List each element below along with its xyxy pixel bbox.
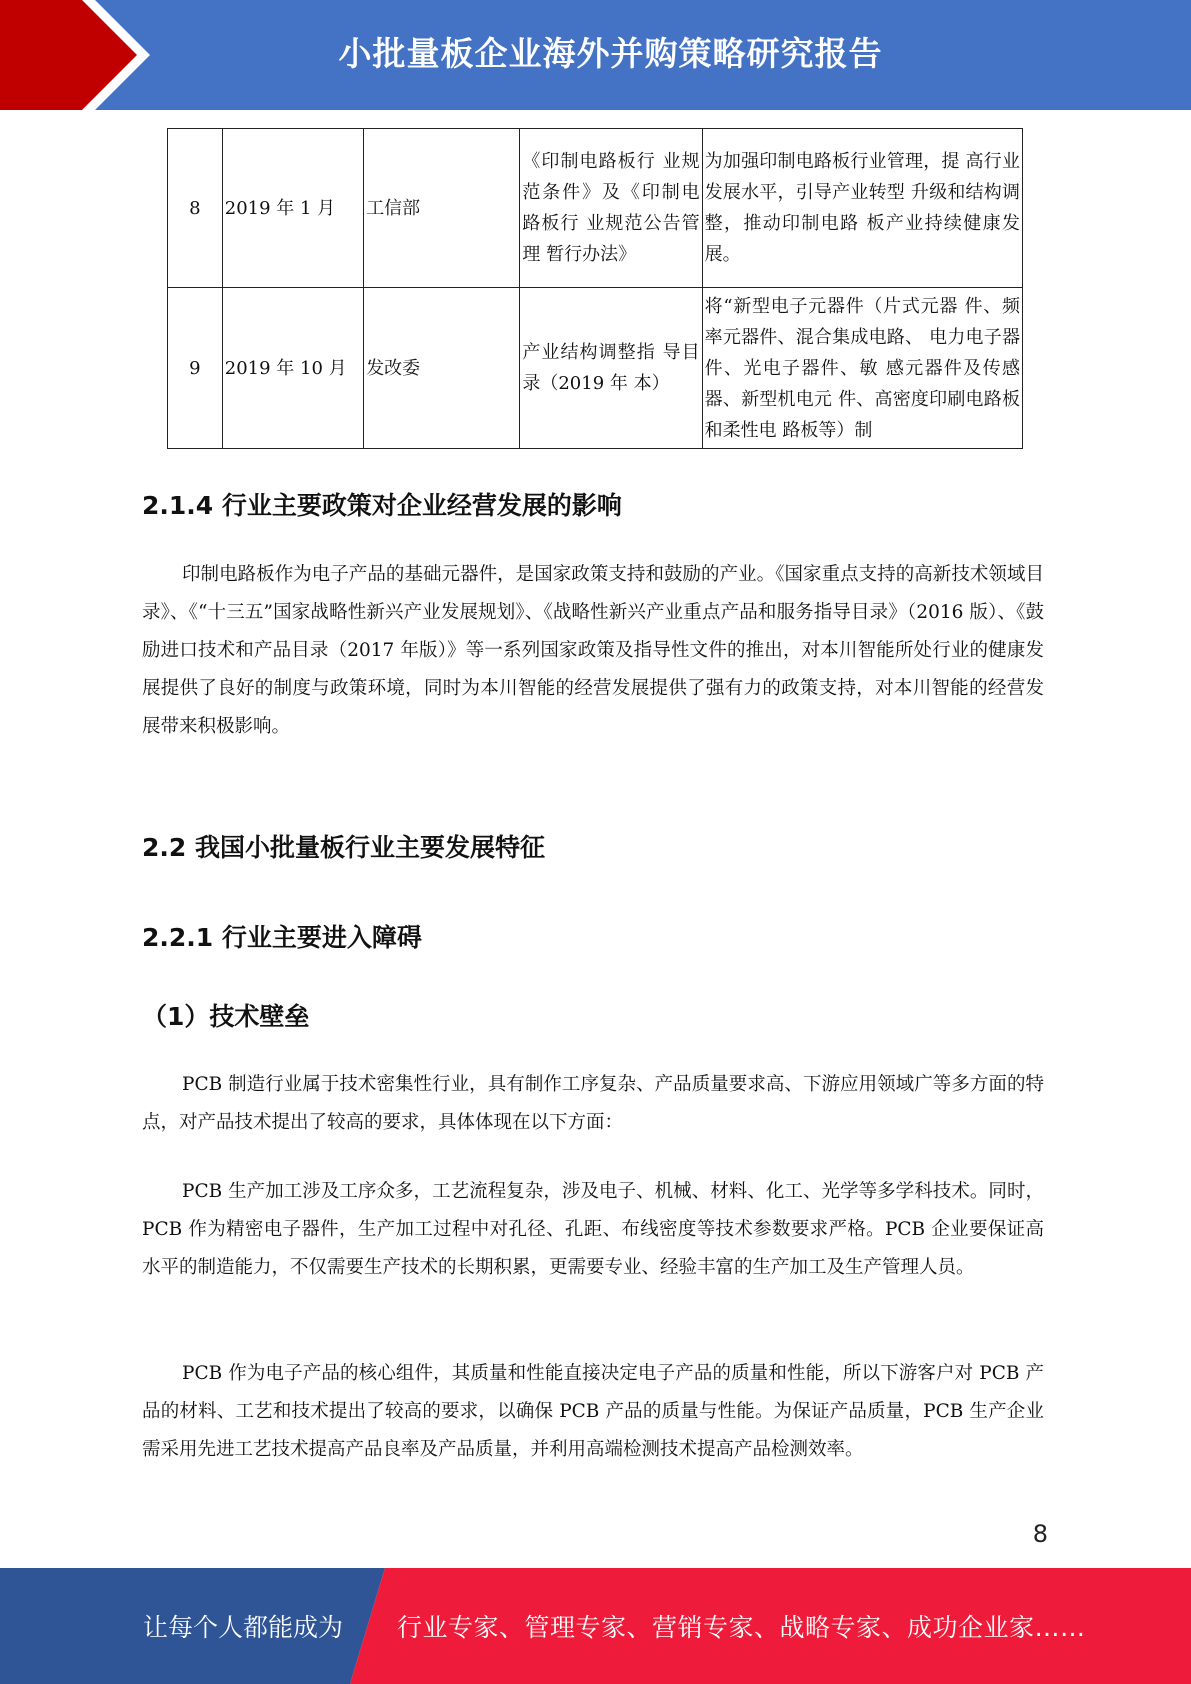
- paragraph-3: PCB 作为电子产品的核心组件，其质量和性能直接决定电子产品的质量和性能，所以下游客户对 PCB 产品的材料、工艺和技术提出了较高的要求，以确保 PCB 产品的质量与性能。为保证产品质量，PCB 生产企业需采用先进工艺技术提高产品良率及产品质量，并利用高端检测技术提高产品检测效率。: [142, 1363, 1044, 1460]
- subsection-heading-tech-barrier: （1）技术壁垒: [142, 1002, 310, 1031]
- issuing-body: 发改委: [364, 288, 520, 449]
- policy-name: 产业结构调整指 导目录（2019 年 本）: [522, 342, 700, 394]
- paragraph-2: PCB 生产加工涉及工序众多，工艺流程复杂，涉及电子、机械、材料、化工、光学等多学科技术。同时，PCB 作为精密电子器件，生产加工过程中对孔径、孔距、布线密度等技术参数要求严格。PCB 企业要保证高水平的制造能力，不仅需要生产技术的长期积累，更需要专业、经验丰富的生产加工及生产管理人员。: [142, 1181, 1044, 1278]
- footer-slogan-left: 让每个人都能成为: [143, 1613, 344, 1642]
- page-footer: [0, 1568, 1191, 1684]
- policy-name: 《印制电路板行 业规范条件》及《印制电路板行 业规范公告管理 暂行办法》: [522, 151, 700, 265]
- issue-date: 2019 年 1 月: [222, 129, 363, 288]
- row-number: 8: [168, 129, 223, 288]
- policy-description: 将“新型电子元器件（片式元器 件、频率元器件、混合集成电路、 电力电子器件、光电子器件、敏 感元器件及传感器、新型机电元 件、高密度印刷电路板和柔性电 路板等）制: [704, 295, 1020, 441]
- footer-slogan-right: 行业专家、管理专家、营销专家、战略专家、成功企业家……: [397, 1613, 1086, 1642]
- page-header: [0, 0, 1191, 110]
- table-row: [168, 129, 1023, 288]
- policy-table: [167, 128, 1023, 449]
- page-number: 8: [1032, 1520, 1048, 1548]
- row-number: 9: [168, 288, 223, 449]
- table-row: [168, 288, 1023, 449]
- section-heading-2-1-4: 2.1.4 行业主要政策对企业经营发展的影响: [142, 491, 622, 520]
- issue-date: 2019 年 10 月: [222, 288, 363, 449]
- paragraph-1: PCB 制造行业属于技术密集性行业，具有制作工序复杂、产品质量要求高、下游应用领域广等多方面的特点，对产品技术提出了较高的要求，具体体现在以下方面：: [142, 1074, 1044, 1133]
- section-2-1-4-paragraph: 印制电路板作为电子产品的基础元器件，是国家政策支持和鼓励的产业。《国家重点支持的高新技术领域目录》、《“十三五”国家战略性新兴产业发展规划》、《战略性新兴产业重点产品和服务指导目录》（2016 版）、《鼓励进口技术和产品目录（2017 年版）》等一系列国家政策及指导性文件的推出，对本川智能所处行业的健康发展提供了良好的制度与政策环境，同时为本川智能的经营发展提供了强有力的政策支持，对本川智能的经营发展带来积极影响。: [142, 564, 1044, 737]
- issuing-body: 工信部: [364, 129, 520, 288]
- section-heading-2-2: 2.2 我国小批量板行业主要发展特征: [142, 833, 545, 862]
- policy-description: 为加强印制电路板行业管理，提 高行业发展水平，引导产业转型 升级和结构调整，推动印制电路 板产业持续健康发展。: [704, 151, 1020, 265]
- report-title: 小批量板企业海外并购策略研究报告: [338, 34, 883, 73]
- section-heading-2-2-1: 2.2.1 行业主要进入障碍: [142, 923, 422, 952]
